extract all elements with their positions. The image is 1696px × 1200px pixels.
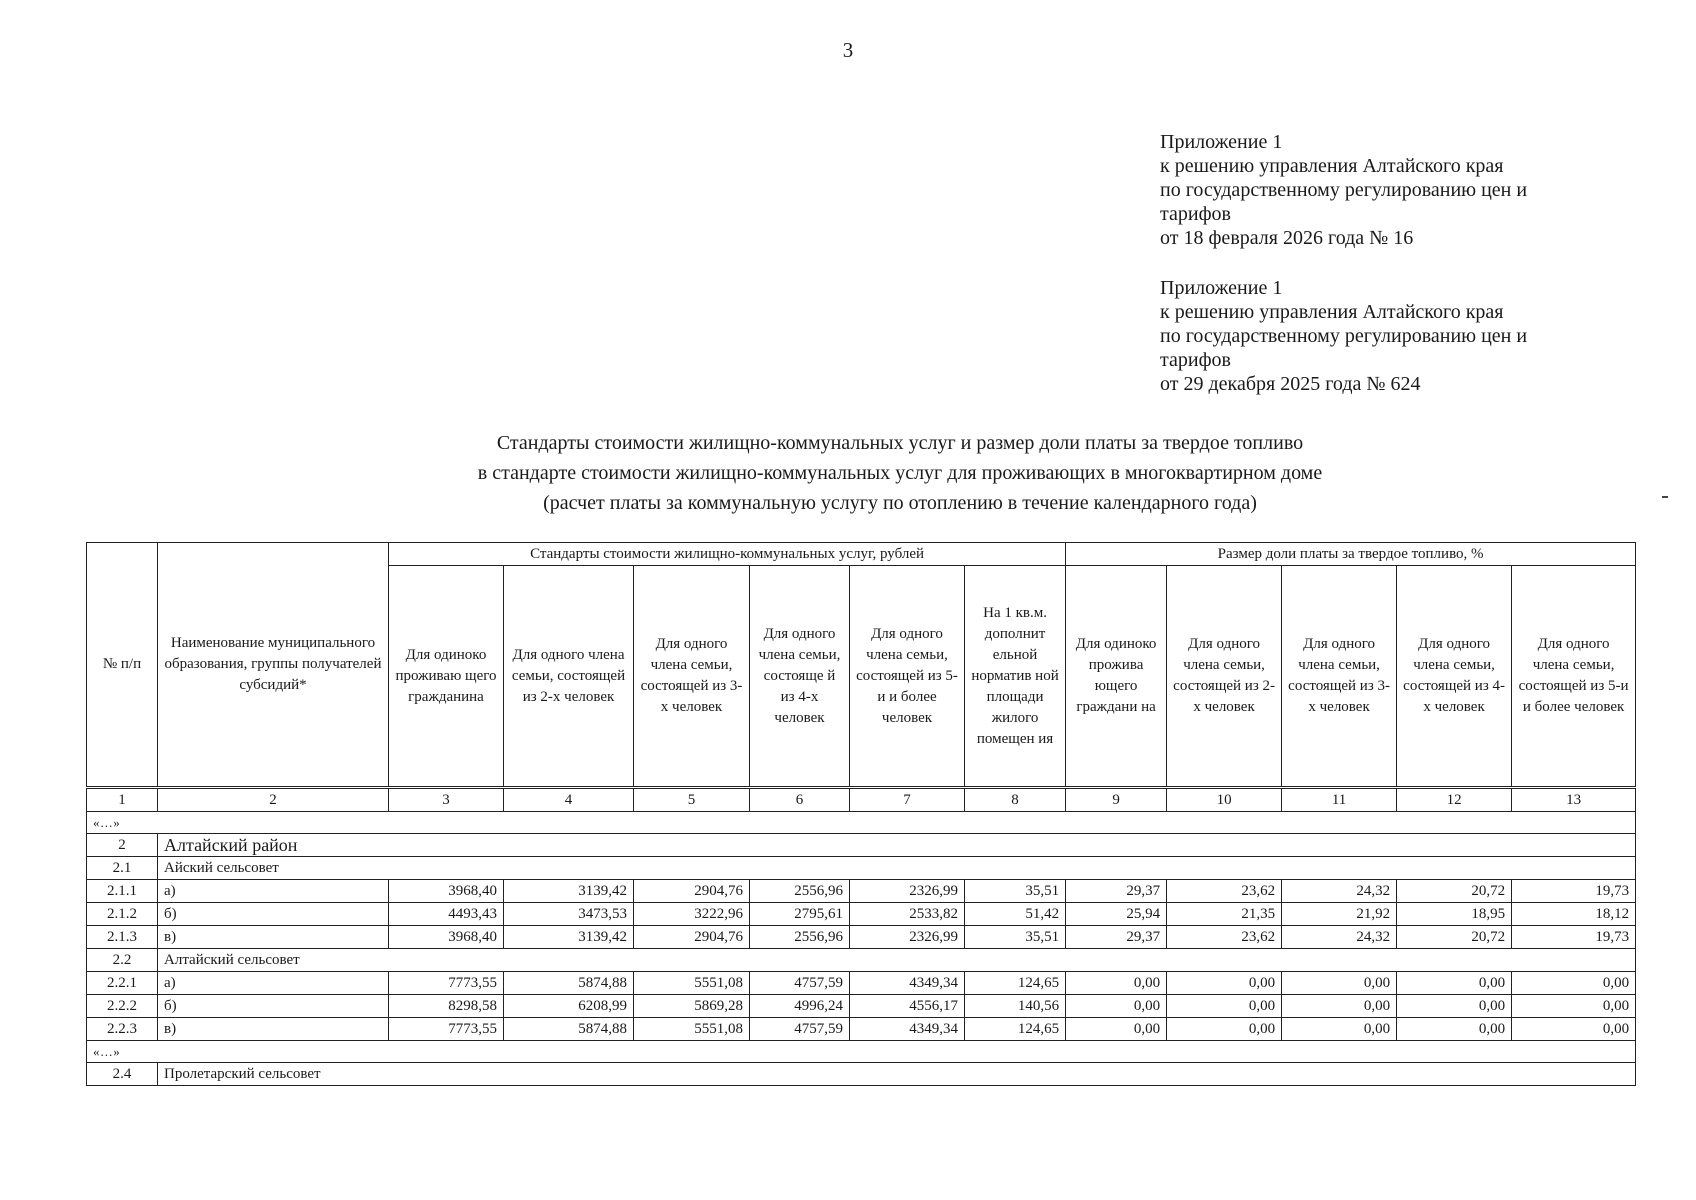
value-cell: 0,00 [1167, 995, 1282, 1018]
section-name: Пролетарский сельсовет [158, 1063, 1636, 1086]
row-number: 2.1.2 [87, 903, 158, 926]
ellipsis-row [87, 1041, 1636, 1063]
row-number: 2.2.2 [87, 995, 158, 1018]
section-row [87, 857, 1636, 880]
section-name: Айский сельсовет [158, 857, 1636, 880]
column-number: 1 [87, 788, 158, 812]
appendix-line: от 29 декабря 2025 года № 624 [1160, 373, 1421, 395]
row-group-label: а) [158, 880, 389, 903]
value-cell: 3139,42 [504, 880, 634, 903]
value-cell: 2533,82 [850, 903, 965, 926]
value-cell: 4556,17 [850, 995, 965, 1018]
row-number: 2 [87, 834, 158, 857]
row-number: 2.2.1 [87, 972, 158, 995]
value-cell: 2904,76 [634, 926, 750, 949]
row-group-label: а) [158, 972, 389, 995]
value-cell: 25,94 [1066, 903, 1167, 926]
value-cell: 4757,59 [750, 1018, 850, 1041]
column-number: 8 [965, 788, 1066, 812]
appendix-line: к решению управления Алтайского края [1160, 301, 1504, 323]
value-cell: 2795,61 [750, 903, 850, 926]
column-number: 6 [750, 788, 850, 812]
column-number: 13 [1512, 788, 1636, 812]
value-cell: 20,72 [1397, 880, 1512, 903]
value-cell: 4757,59 [750, 972, 850, 995]
appendix-line: от 18 февраля 2026 года № 16 [1160, 227, 1414, 249]
value-cell: 29,37 [1066, 880, 1167, 903]
table-row [87, 903, 1636, 926]
district-row [87, 834, 1636, 857]
table-row [87, 972, 1636, 995]
appendix-line: по государственному регулированию цен и [1160, 179, 1528, 201]
value-cell: 0,00 [1282, 972, 1397, 995]
header-standard-per-sqm: На 1 кв.м. дополнит ельной норматив ной площади жилого помещен ия [965, 566, 1066, 788]
value-cell: 7773,55 [389, 1018, 504, 1041]
value-cell: 19,73 [1512, 926, 1636, 949]
row-number: 2.2.3 [87, 1018, 158, 1041]
value-cell: 0,00 [1512, 972, 1636, 995]
ellipsis-cell: «...» [87, 812, 1636, 834]
document-title [0, 428, 1696, 518]
header-standard-family-4: Для одного члена семьи, состояще й из 4-х человек [750, 566, 850, 788]
value-cell: 2556,96 [750, 880, 850, 903]
row-group-label: в) [158, 926, 389, 949]
value-cell: 6208,99 [504, 995, 634, 1018]
value-cell: 5551,08 [634, 972, 750, 995]
row-group-label: б) [158, 995, 389, 1018]
value-cell: 4349,34 [850, 1018, 965, 1041]
appendix-reference-original [1160, 276, 1620, 396]
value-cell: 124,65 [965, 972, 1066, 995]
column-numbers-row [87, 788, 1636, 812]
value-cell: 23,62 [1167, 880, 1282, 903]
value-cell: 0,00 [1167, 1018, 1282, 1041]
value-cell: 3968,40 [389, 880, 504, 903]
value-cell: 3968,40 [389, 926, 504, 949]
header-standard-family-2: Для одного члена семьи, состоящей из 2-х человек [504, 566, 634, 788]
value-cell: 2326,99 [850, 926, 965, 949]
appendix-line: по государственному регулированию цен и [1160, 325, 1528, 347]
value-cell: 0,00 [1066, 1018, 1167, 1041]
value-cell: 20,72 [1397, 926, 1512, 949]
value-cell: 29,37 [1066, 926, 1167, 949]
section-row [87, 1063, 1636, 1086]
header-share-family-3: Для одного члена семьи, состоящей из 3-х человек [1282, 566, 1397, 788]
table-row [87, 880, 1636, 903]
value-cell: 3473,53 [504, 903, 634, 926]
value-cell: 5874,88 [504, 1018, 634, 1041]
value-cell: 35,51 [965, 880, 1066, 903]
row-group-label: б) [158, 903, 389, 926]
column-number: 10 [1167, 788, 1282, 812]
header-municipality: Наименование муниципального образования, группы получателей субсидий* [158, 543, 389, 788]
value-cell: 21,92 [1282, 903, 1397, 926]
value-cell: 51,42 [965, 903, 1066, 926]
ellipsis-cell: «...» [87, 1041, 1636, 1063]
header-share-family-5: Для одного члена семьи, состоящей из 5-и и более человек [1512, 566, 1636, 788]
value-cell: 4349,34 [850, 972, 965, 995]
tariff-table-container [86, 542, 1635, 1086]
table-body [87, 812, 1636, 1086]
value-cell: 4996,24 [750, 995, 850, 1018]
scan-mark [1662, 496, 1668, 498]
column-number: 5 [634, 788, 750, 812]
appendix-line: Приложение 1 [1160, 131, 1283, 153]
column-number: 9 [1066, 788, 1167, 812]
value-cell: 0,00 [1397, 995, 1512, 1018]
value-cell: 0,00 [1167, 972, 1282, 995]
value-cell: 5874,88 [504, 972, 634, 995]
section-name: Алтайский сельсовет [158, 949, 1636, 972]
column-number: 2 [158, 788, 389, 812]
value-cell: 0,00 [1066, 995, 1167, 1018]
value-cell: 0,00 [1282, 1018, 1397, 1041]
header-share-family-2: Для одного члена семьи, состоящей из 2-х человек [1167, 566, 1282, 788]
value-cell: 0,00 [1282, 995, 1397, 1018]
header-standard-single: Для одиноко проживаю щего гражданина [389, 566, 504, 788]
value-cell: 23,62 [1167, 926, 1282, 949]
value-cell: 5869,28 [634, 995, 750, 1018]
header-share-single: Для одиноко прожива ющего граждани на [1066, 566, 1167, 788]
appendix-line: Приложение 1 [1160, 277, 1283, 299]
row-number: 2.4 [87, 1063, 158, 1086]
value-cell: 3222,96 [634, 903, 750, 926]
ellipsis-row [87, 812, 1636, 834]
header-group-fuel-share: Размер доли платы за твердое топливо, % [1066, 543, 1636, 566]
value-cell: 3139,42 [504, 926, 634, 949]
row-number: 2.1.3 [87, 926, 158, 949]
column-number: 3 [389, 788, 504, 812]
row-group-label: в) [158, 1018, 389, 1041]
table-row [87, 926, 1636, 949]
value-cell: 0,00 [1397, 972, 1512, 995]
value-cell: 2326,99 [850, 880, 965, 903]
value-cell: 0,00 [1512, 995, 1636, 1018]
value-cell: 19,73 [1512, 880, 1636, 903]
value-cell: 124,65 [965, 1018, 1066, 1041]
value-cell: 7773,55 [389, 972, 504, 995]
table-row [87, 1018, 1636, 1041]
section-row [87, 949, 1636, 972]
appendix-reference-current [1160, 130, 1620, 250]
value-cell: 21,35 [1167, 903, 1282, 926]
value-cell: 24,32 [1282, 880, 1397, 903]
appendix-line: к решению управления Алтайского края [1160, 155, 1504, 177]
appendix-line: тарифов [1160, 349, 1231, 371]
column-number: 12 [1397, 788, 1512, 812]
title-line: Стандарты стоимости жилищно-коммунальных услуг и размер доли платы за твердое топливо [496, 432, 1304, 454]
row-number: 2.1 [87, 857, 158, 880]
header-standard-family-3: Для одного члена семьи, состоящей из 3-х человек [634, 566, 750, 788]
column-number: 7 [850, 788, 965, 812]
header-number: № п/п [87, 543, 158, 788]
value-cell: 2904,76 [634, 880, 750, 903]
value-cell: 0,00 [1397, 1018, 1512, 1041]
header-share-family-4: Для одного члена семьи, состоящей из 4-х человек [1397, 566, 1512, 788]
table-row [87, 995, 1636, 1018]
value-cell: 140,56 [965, 995, 1066, 1018]
value-cell: 18,95 [1397, 903, 1512, 926]
value-cell: 0,00 [1066, 972, 1167, 995]
column-number: 4 [504, 788, 634, 812]
value-cell: 5551,08 [634, 1018, 750, 1041]
value-cell: 8298,58 [389, 995, 504, 1018]
title-line: (расчет платы за коммунальную услугу по отоплению в течение календарного года) [543, 492, 1257, 514]
row-number: 2.2 [87, 949, 158, 972]
column-number: 11 [1282, 788, 1397, 812]
tariff-table [86, 542, 1636, 1086]
district-name: Алтайский район [158, 834, 1636, 857]
value-cell: 2556,96 [750, 926, 850, 949]
header-group-standards: Стандарты стоимости жилищно-коммунальных услуг, рублей [389, 543, 1066, 566]
page-number: 3 [842, 38, 854, 62]
value-cell: 0,00 [1512, 1018, 1636, 1041]
value-cell: 4493,43 [389, 903, 504, 926]
title-line: в стандарте стоимости жилищно-коммунальных услуг для проживающих в многоквартирном доме [477, 462, 1323, 484]
value-cell: 18,12 [1512, 903, 1636, 926]
value-cell: 35,51 [965, 926, 1066, 949]
value-cell: 24,32 [1282, 926, 1397, 949]
row-number: 2.1.1 [87, 880, 158, 903]
header-standard-family-5: Для одного члена семьи, состоящей из 5-и и более человек [850, 566, 965, 788]
appendix-line: тарифов [1160, 203, 1231, 225]
